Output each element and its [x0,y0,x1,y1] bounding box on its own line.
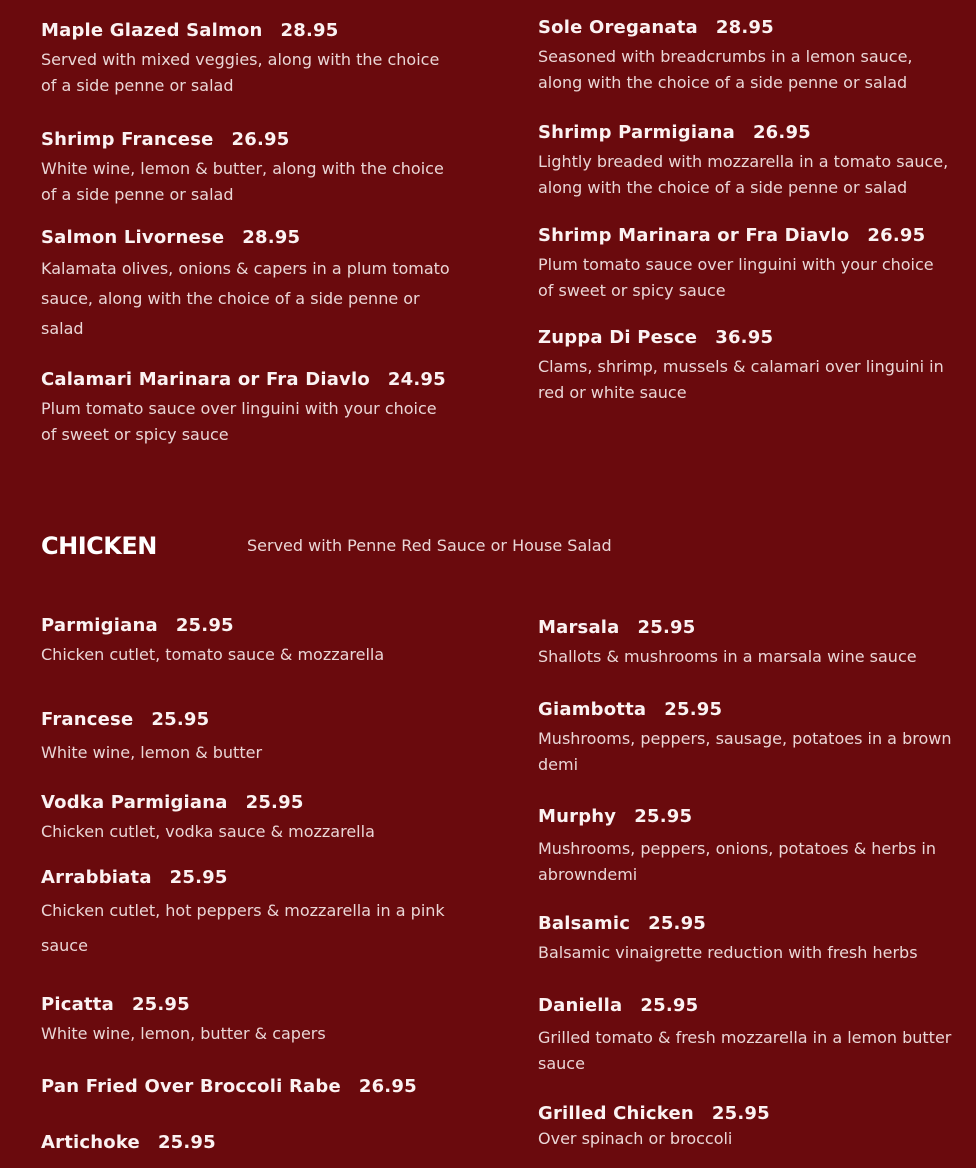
item-price: 25.95 [169,867,228,888]
item-name: Daniella [538,995,623,1016]
item-description: White wine, lemon & butter, along with the choice of a side penne or salad [41,159,444,204]
item-description: Chicken cutlet, tomato sauce & mozzarella [41,645,385,664]
item-price: 26.95 [231,129,290,150]
menu-item [538,122,953,201]
item-name: Shrimp Francese [41,129,214,150]
menu-item [41,227,456,344]
item-price: 25.95 [151,709,210,730]
item-price: 25.95 [711,1103,770,1124]
item-name: Grilled Chicken [538,1103,694,1124]
menu-item [41,20,456,99]
item-price: 25.95 [245,792,304,813]
menu-item [538,995,953,1077]
menu-item [538,913,953,966]
menu-item [538,17,953,96]
item-price: 24.95 [387,369,446,390]
item-name: Pan Fried Over Broccoli Rabe [41,1076,341,1097]
item-name: Shrimp Parmigiana [538,122,735,143]
item-description: Grilled tomato & fresh mozzarella in a lemon butter sauce [538,1028,952,1073]
menu-item [538,327,953,406]
item-name: Shrimp Marinara or Fra Diavlo [538,225,850,246]
item-price: 28.95 [280,20,339,41]
item-price: 25.95 [640,995,699,1016]
item-description: Kalamata olives, onions & capers in a plum tomato sauce, along with the choice of a side penne or salad [41,259,450,338]
item-name: Maple Glazed Salmon [41,20,263,41]
item-price: 26.95 [358,1076,417,1097]
item-description: Chicken cutlet, hot peppers & mozzarella in a pink sauce [41,901,445,955]
item-description: Mushrooms, peppers, onions, potatoes & herbs in abrowndemi [538,839,937,884]
menu-item [538,1103,953,1152]
section-title: CHICKEN [41,532,157,560]
item-description: White wine, lemon & butter [41,743,263,762]
item-name: Vodka Parmigiana [41,792,228,813]
item-price: 25.95 [664,699,723,720]
item-name: Balsamic [538,913,631,934]
item-price: 25.95 [637,617,696,638]
item-name: Francese [41,709,134,730]
item-name: Murphy [538,806,617,827]
item-description: Seasoned with breadcrumbs in a lemon sauce, along with the choice of a side penne or salad [538,47,913,92]
item-price: 25.95 [157,1132,216,1153]
item-price: 28.95 [242,227,301,248]
item-name: Calamari Marinara or Fra Diavlo [41,369,370,390]
item-name: Artichoke [41,1132,140,1153]
item-price: 25.95 [131,994,190,1015]
item-name: Salmon Livornese [41,227,225,248]
item-name: Sole Oreganata [538,17,698,38]
menu-item [41,1076,456,1097]
section-note: Served with Penne Red Sauce or House Salad [247,536,612,555]
menu-item [538,225,953,304]
menu-item [41,129,456,208]
item-description: Plum tomato sauce over linguini with your choice of sweet or spicy sauce [538,255,934,300]
item-price: 28.95 [715,17,774,38]
item-price: 26.95 [752,122,811,143]
menu-item [41,369,456,448]
menu-item [41,615,456,668]
item-name: Parmigiana [41,615,158,636]
item-name: Marsala [538,617,620,638]
menu-item [41,1132,456,1153]
menu-item [41,867,456,963]
item-description: Served with mixed veggies, along with the choice of a side penne or salad [41,50,440,95]
item-price: 36.95 [715,327,774,348]
item-description: Balsamic vinaigrette reduction with fresh herbs [538,943,918,962]
item-description: Plum tomato sauce over linguini with your choice of sweet or spicy sauce [41,399,437,444]
item-price: 25.95 [634,806,693,827]
menu-item [538,617,953,670]
item-description: Shallots & mushrooms in a marsala wine sauce [538,647,917,666]
item-description: Chicken cutlet, vodka sauce & mozzarella [41,822,375,841]
menu-item [538,699,953,778]
item-description: White wine, lemon, butter & capers [41,1024,326,1043]
item-name: Zuppa Di Pesce [538,327,698,348]
menu-item [41,792,456,845]
item-name: Giambotta [538,699,647,720]
item-description: Clams, shrimp, mussels & calamari over linguini in red or white sauce [538,357,944,402]
item-name: Arrabbiata [41,867,152,888]
item-price: 25.95 [648,913,707,934]
item-price: 25.95 [175,615,234,636]
item-description: Lightly breaded with mozzarella in a tomato sauce, along with the choice of a side penne or salad [538,152,949,197]
item-name: Picatta [41,994,114,1015]
menu-item [41,709,456,766]
item-description: Over spinach or broccoli [538,1129,733,1148]
item-price: 26.95 [867,225,926,246]
menu-item [41,994,456,1047]
item-description: Mushrooms, peppers, sausage, potatoes in a brown demi [538,729,952,774]
menu-item [538,806,953,888]
